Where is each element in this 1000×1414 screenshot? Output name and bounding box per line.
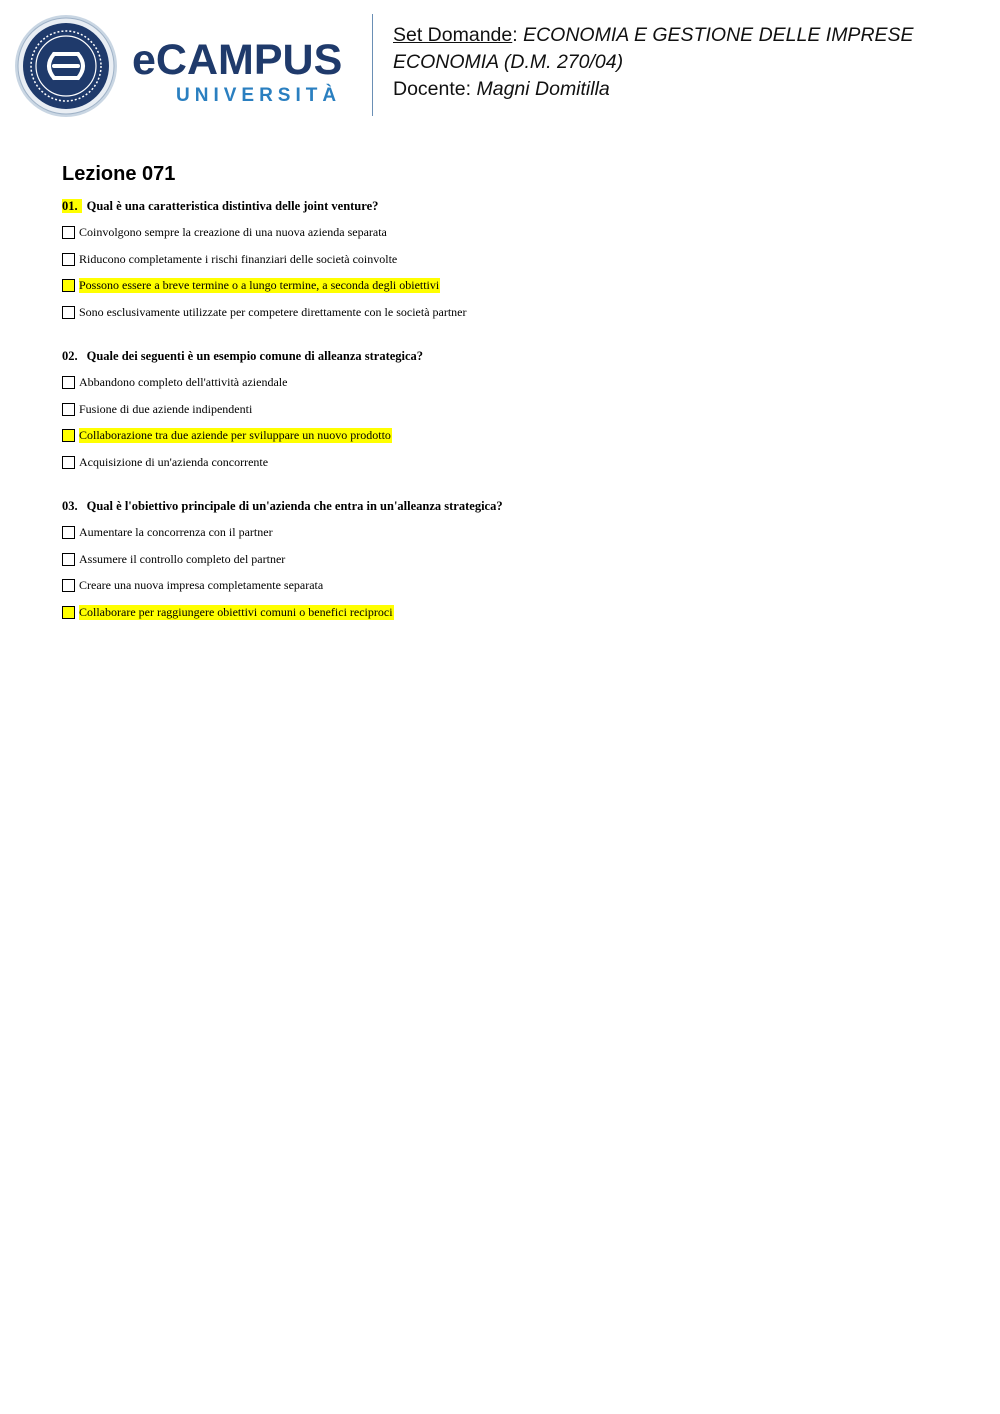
- answer-text: Acquisizione di un'azienda concorrente: [79, 454, 269, 469]
- checkbox-icon[interactable]: [62, 606, 75, 619]
- answer-text: Possono essere a breve termine o a lungo termine, a seconda degli obiettivi: [79, 278, 440, 292]
- set-label: Set Domande: [393, 24, 513, 46]
- course-degree: ECONOMIA (D.M. 270/04): [393, 51, 624, 73]
- answer-option[interactable]: [62, 453, 962, 471]
- checkbox-icon[interactable]: [62, 579, 75, 592]
- answer-option-correct[interactable]: [62, 427, 962, 445]
- question-number: 03.: [62, 499, 78, 513]
- answer-option[interactable]: [62, 374, 962, 392]
- answer-option[interactable]: [62, 577, 962, 595]
- checkbox-icon[interactable]: [62, 526, 75, 539]
- brand-subtitle: UNIVERSITÀ: [176, 85, 342, 106]
- question-label: Quale dei seguenti è un esempio comune di alleanza strategica?: [86, 349, 424, 363]
- university-seal-logo: [14, 14, 118, 118]
- question-text: [62, 197, 962, 215]
- course-info: [393, 22, 983, 103]
- checkbox-icon[interactable]: [62, 279, 75, 292]
- question-text: [62, 497, 962, 515]
- question-number: 02.: [62, 349, 78, 363]
- answer-text: Coinvolgono sempre la creazione di una nuova azienda separata: [79, 225, 387, 239]
- quiz-content: [62, 160, 962, 621]
- question-1: [62, 197, 962, 321]
- question-label: Qual è una caratteristica distintiva delle joint venture?: [86, 199, 379, 213]
- answer-option[interactable]: [62, 550, 962, 568]
- answer-text: Abbandono completo dell'attività aziendale: [79, 375, 288, 389]
- teacher-line: [393, 76, 983, 103]
- checkbox-icon[interactable]: [62, 226, 75, 239]
- question-number: 01.: [62, 199, 82, 213]
- brand-wordmark: [132, 38, 342, 107]
- answer-option-correct[interactable]: [62, 277, 962, 295]
- question-2: [62, 347, 962, 471]
- answer-text: Fusione di due aziende indipendenti: [79, 401, 253, 416]
- checkbox-icon[interactable]: [62, 429, 75, 442]
- checkbox-icon[interactable]: [62, 403, 75, 416]
- checkbox-icon[interactable]: [62, 376, 75, 389]
- teacher-label: Docente:: [393, 78, 472, 100]
- answer-option-correct[interactable]: [62, 603, 962, 621]
- page-header: [0, 0, 1000, 130]
- question-text: [62, 347, 962, 365]
- checkbox-icon[interactable]: [62, 553, 75, 566]
- question-3: [62, 497, 962, 621]
- answer-option[interactable]: [62, 524, 962, 542]
- answer-text: Collaborazione tra due aziende per sviluppare un nuovo prodotto: [79, 428, 391, 442]
- answer-text: Collaborare per raggiungere obiettivi comuni o benefici reciproci: [79, 604, 393, 619]
- answer-text: Sono esclusivamente utilizzate per competere direttamente con le società partner: [79, 304, 467, 319]
- course-line-1: Set Domande: ECONOMIA E GESTIONE DELLE IMPRESE: [393, 24, 914, 46]
- course-line-2: [393, 49, 983, 76]
- answer-option[interactable]: [62, 303, 962, 321]
- checkbox-icon[interactable]: [62, 456, 75, 469]
- course-name: ECONOMIA E GESTIONE DELLE IMPRESE: [523, 24, 914, 46]
- answer-text: Creare una nuova impresa completamente separata: [79, 578, 324, 592]
- brand-name: eCAMPUS: [132, 36, 343, 84]
- answer-option[interactable]: [62, 400, 962, 418]
- answer-text: Assumere il controllo completo del partner: [79, 551, 286, 566]
- answer-text: Aumentare la concorrenza con il partner: [79, 525, 273, 539]
- answer-text: Riducono completamente i rischi finanziari delle società coinvolte: [79, 251, 398, 266]
- checkbox-icon[interactable]: [62, 253, 75, 266]
- teacher-name: Magni Domitilla: [476, 78, 610, 100]
- answer-option[interactable]: [62, 224, 962, 242]
- header-divider: [372, 14, 373, 116]
- answer-option[interactable]: [62, 250, 962, 268]
- lesson-title: Lezione 071: [62, 163, 176, 185]
- checkbox-icon[interactable]: [62, 306, 75, 319]
- question-label: Qual è l'obiettivo principale di un'azienda che entra in un'alleanza strategica?: [86, 499, 503, 513]
